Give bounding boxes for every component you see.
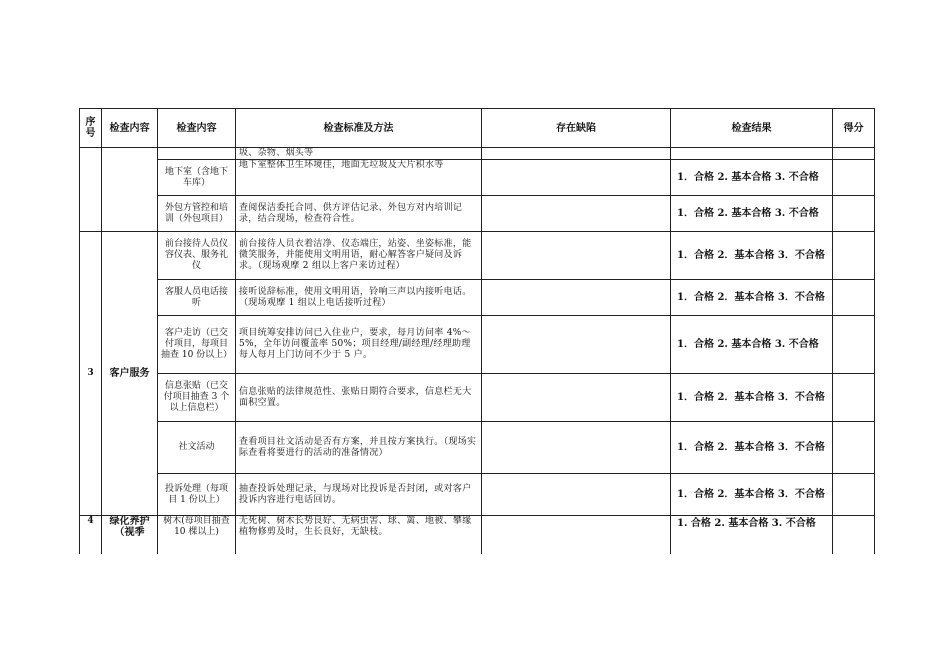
group-category-cell	[102, 148, 158, 232]
item-cell: 树木(每项目抽查 10 棵以上)	[158, 516, 236, 554]
standard-cell: 前台接待人员衣着洁净、仪态端庄，站姿、坐姿标准，能微笑服务，并能使用文明用语，耐心解答客户疑问及诉求。（现场观摩 2 组以上客户来访过程）	[236, 232, 482, 280]
result-cell: 1．合格 2．基本合格 3．不合格	[671, 232, 833, 280]
score-cell[interactable]	[833, 422, 875, 474]
score-cell[interactable]	[833, 374, 875, 422]
result-cell: 1．合格 2. 基本合格 3. 不合格	[671, 316, 833, 374]
result-cell: 1．合格 2. 基本合格 3. 不合格	[671, 160, 833, 196]
item-cell: 客户走访（已交付项目，每项目抽查 10 份以上）	[158, 316, 236, 374]
defect-cell[interactable]	[482, 316, 671, 374]
defect-cell[interactable]	[482, 196, 671, 232]
score-cell[interactable]	[833, 196, 875, 232]
defect-cell[interactable]	[482, 374, 671, 422]
result-cell: 1．合格 2．基本合格 3．不合格	[671, 474, 833, 516]
standard-cell: 查阅保洁委托合同、供方评估记录、外包方对内培训记录，结合现场，检查符合性。	[236, 196, 482, 232]
header-score: 得分	[833, 109, 875, 148]
score-cell[interactable]	[833, 232, 875, 280]
table-row	[80, 196, 875, 232]
score-cell[interactable]	[833, 474, 875, 516]
group-seq: 4	[80, 516, 102, 554]
result-cell: 1．合格 2．基本合格 3．不合格	[671, 280, 833, 316]
item-cell	[158, 148, 236, 160]
defect-cell[interactable]	[482, 232, 671, 280]
group-category: 绿化养护（视季	[102, 516, 158, 554]
table-row	[80, 160, 875, 196]
standard-cell: 地下室整体卫生环境佳，地面无垃圾及大片积水等	[236, 160, 482, 196]
item-cell: 社文活动	[158, 422, 236, 474]
score-cell[interactable]	[833, 280, 875, 316]
item-cell: 客服人员电话接听	[158, 280, 236, 316]
table-row	[80, 422, 875, 474]
header-item: 检查内容	[158, 109, 236, 148]
table-row	[80, 316, 875, 374]
standard-cell: 无死树、树木长势良好、无病虫害、球、篱、地被、攀缘植物修剪及时，生长良好，无缺枝。	[236, 516, 482, 554]
group-seq-cell	[80, 148, 102, 232]
defect-cell[interactable]	[482, 516, 671, 554]
standard-cell: 圾、杂物、烟头等	[236, 148, 482, 160]
table-row	[80, 148, 875, 160]
header-seq: 序号	[80, 109, 102, 148]
standard-cell: 查看项目社文活动是否有方案，并且按方案执行。（现场实际查看将要进行的活动的准备情况）	[236, 422, 482, 474]
defect-cell[interactable]	[482, 422, 671, 474]
score-cell[interactable]	[833, 316, 875, 374]
table-row	[80, 280, 875, 316]
result-cell: 1. 合格 2. 基本合格 3. 不合格	[671, 516, 833, 554]
defect-cell[interactable]	[482, 148, 671, 160]
standard-cell: 抽查投诉处理记录，与现场对比投诉是否封闭，或对客户投诉内容进行电话回访。	[236, 474, 482, 516]
defect-cell[interactable]	[482, 160, 671, 196]
standard-cell: 接听说辞标准，使用文明用语，铃响三声以内接听电话。（现场观摩 1 组以上电话接听过程）	[236, 280, 482, 316]
result-cell: 1．合格 2．基本合格 3．不合格	[671, 422, 833, 474]
defect-cell[interactable]	[482, 280, 671, 316]
header-row	[80, 109, 875, 148]
score-cell[interactable]	[833, 516, 875, 554]
result-cell: 1．合格 2．基本合格 3．不合格	[671, 374, 833, 422]
standard-cell: 项目统筹安排访问已入住业户，要求，每月访问率 4%～5%，全年访问覆盖率 50%；项目经理/副经理/经理助理每人每月上门访问不少于 5 户。	[236, 316, 482, 374]
inspection-table	[79, 108, 875, 554]
item-cell: 投诉处理（每项目 1 份以上）	[158, 474, 236, 516]
header-result: 检查结果	[671, 109, 833, 148]
header-defect: 存在缺陷	[482, 109, 671, 148]
result-cell: 1．合格 2. 基本合格 3. 不合格	[671, 196, 833, 232]
group-seq: 3	[80, 232, 102, 516]
table-row	[80, 374, 875, 422]
score-cell[interactable]	[833, 160, 875, 196]
item-cell: 地下室（含地下车库）	[158, 160, 236, 196]
item-cell: 外包方管控和培训（外包项目）	[158, 196, 236, 232]
table-row	[80, 474, 875, 516]
item-cell: 前台接待人员仪容仪表、服务礼仪	[158, 232, 236, 280]
result-cell	[671, 148, 833, 160]
score-cell[interactable]	[833, 148, 875, 160]
header-standard: 检查标准及方法	[236, 109, 482, 148]
table-row	[80, 232, 875, 280]
header-category: 检查内容	[102, 109, 158, 148]
group-category: 客户服务	[102, 232, 158, 516]
item-cell: 信息张贴（已交付项目抽查 3 个以上信息栏）	[158, 374, 236, 422]
standard-cell: 信息张贴的法律规范性、张贴日期符合要求，信息栏无大面积空置。	[236, 374, 482, 422]
table-row	[80, 516, 875, 554]
defect-cell[interactable]	[482, 474, 671, 516]
